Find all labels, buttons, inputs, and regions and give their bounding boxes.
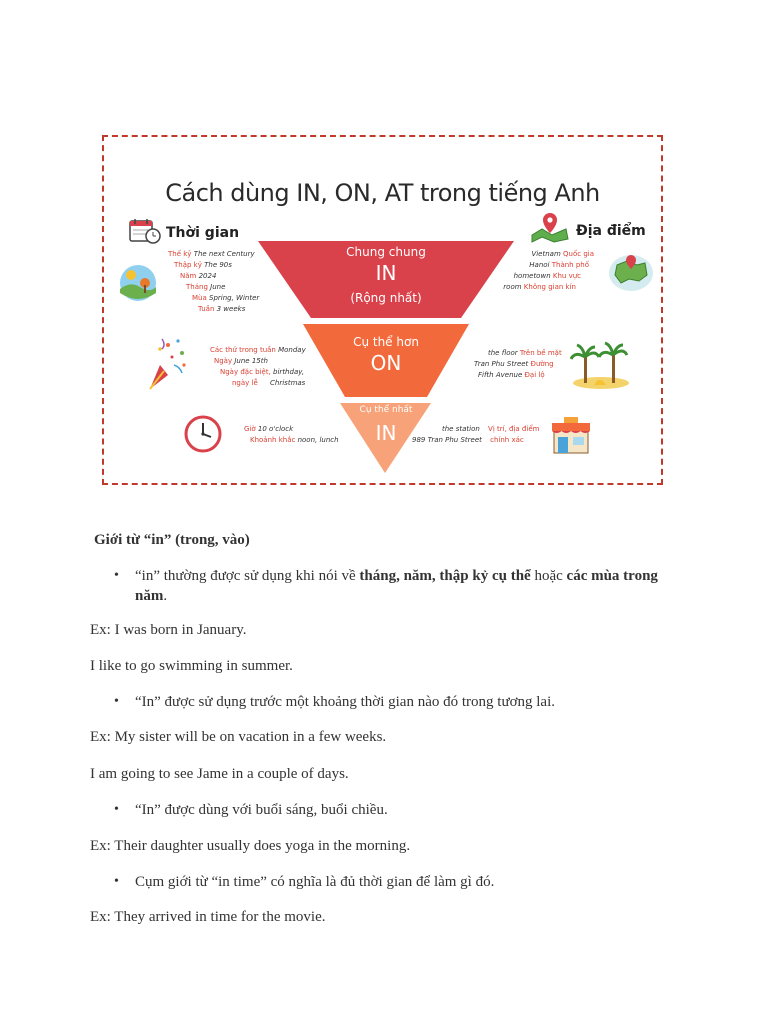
list-item: Tuần 3 weeks (198, 305, 246, 313)
place-on-list (474, 348, 562, 381)
time-on-list (210, 345, 306, 389)
list-item: Thế kỷ The next Century (168, 250, 255, 258)
list-item: the floor Trên bề mặt (488, 349, 562, 357)
example-1: Ex: I was born in January. (90, 622, 247, 638)
time-in-list (168, 249, 259, 315)
bullet-2: • “In” được sử dụng trước một khoảng thời gian nào đó trong tương lai. (135, 692, 680, 712)
party-popper-icon (144, 335, 190, 393)
example-2: Ex: My sister will be on vacation in a few weeks. (90, 729, 387, 745)
tier-general-word: IN (375, 261, 397, 285)
place-header: Địa điểm (576, 223, 646, 239)
list-item: Năm 2024 (180, 272, 217, 280)
place-in-list (484, 249, 594, 293)
time-header: Thời gian (166, 225, 240, 241)
store-icon (548, 415, 594, 455)
list-item: Ngày đặc biệt, birthday, (220, 368, 305, 376)
time-at-list (244, 424, 339, 446)
list-item: Mùa Spring, Winter (192, 294, 260, 302)
place-at-list (412, 424, 539, 446)
list-item: 989 Tran Phu Street chính xác (412, 436, 524, 444)
infographic-title: Cách dùng IN, ON, AT trong tiếng Anh (165, 179, 600, 207)
list-item: Khoảnh khắc noon, lunch (250, 436, 339, 444)
tier-general-sub: (Rộng nhất) (350, 291, 422, 305)
bullet-4: • Cụm giới từ “in time” có nghĩa là đủ thời gian để làm gì đó. (135, 872, 680, 892)
example-4: Ex: They arrived in time for the movie. (90, 909, 326, 925)
map-icon (607, 251, 655, 293)
list-item: Các thứ trong tuần Monday (210, 346, 306, 354)
spring-scene-icon (118, 263, 158, 303)
in-on-at-infographic (102, 135, 663, 485)
list-item: ngày lễ Christmas (232, 379, 306, 387)
list-item: the station Vị trí, địa điểm (442, 425, 540, 433)
section-heading: Giới từ “in” (trong, vào) (94, 532, 250, 548)
example-3: Ex: Their daughter usually does yoga in the morning. (90, 838, 411, 854)
example-2b: I am going to see Jame in a couple of days. (90, 766, 349, 782)
tier-specific-word: ON (370, 351, 402, 375)
list-item: Tran Phu Street Đường (474, 360, 554, 368)
list-item: Thập kỷ The 90s (174, 261, 232, 269)
bullet-3: • “In” được dùng với buổi sáng, buổi chiều. (135, 800, 680, 820)
list-item: Ngày June 15th (214, 357, 268, 365)
list-item: Fifth Avenue Đại lộ (478, 371, 545, 379)
example-1b: I like to go swimming in summer. (90, 658, 293, 674)
list-item: Vietnam Quốc gia (531, 250, 594, 258)
list-item: Giờ 10 o'clock (244, 425, 294, 433)
tier-most-specific-word: IN (375, 421, 397, 445)
palm-trees-icon (570, 341, 632, 389)
tier-general-label: Chung chung (346, 245, 426, 259)
list-item: room Không gian kín (503, 283, 576, 291)
bullet-1: • “in” thường được sử dụng khi nói về tháng, năm, thập kỷ cụ thể hoặc các mùa trong năm. (135, 566, 680, 606)
list-item: Hanoi Thành phố (529, 261, 589, 269)
wall-clock-icon (184, 415, 222, 453)
tier-most-specific-label: Cụ thể nhất (359, 405, 413, 415)
tier-specific-label: Cụ thể hơn (353, 335, 419, 349)
list-item: Tháng June (186, 283, 226, 291)
list-item: hometown Khu vực (513, 272, 581, 280)
